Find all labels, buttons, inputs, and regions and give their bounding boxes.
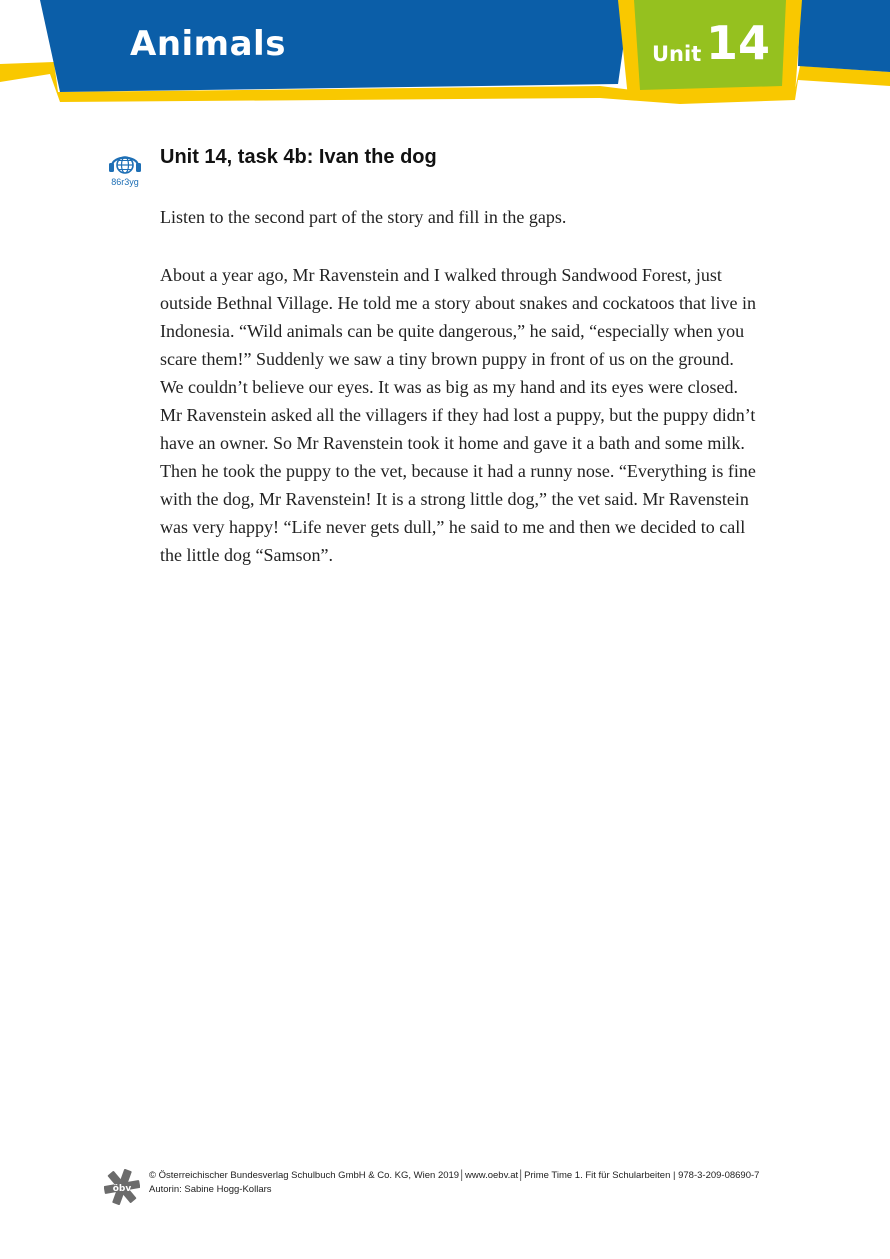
story-line: We couldn’t believe our eyes. It was as big as my hand and its eyes were closed. bbox=[160, 377, 739, 397]
story-line: About a year ago, Mr Ravenstein and I walked through Sandwood Forest, just bbox=[160, 265, 722, 285]
story-line: Mr Ravenstein asked all the villagers if they had lost a puppy, but the puppy didn’t bbox=[160, 405, 756, 425]
footer-author: Autorin: Sabine Hogg-Kollars bbox=[149, 1184, 272, 1195]
story-line: Indonesia. “Wild animals can be quite dangerous,” he said, “especially when you bbox=[160, 321, 745, 341]
story-line: outside Bethnal Village. He told me a story about snakes and cockatoos that live in bbox=[160, 293, 756, 313]
unit-header-banner bbox=[0, 0, 890, 110]
footer-copyright: © Österreichischer Bundesverlag Schulbuch GmbH & Co. KG, Wien 2019│www.oebv.at│Prime Time 1. Fit für Schularbeiten | 978-3-209-08690-7 bbox=[149, 1170, 760, 1181]
task-title: Unit 14, task 4b: Ivan the dog bbox=[160, 146, 437, 168]
story-text bbox=[160, 261, 800, 569]
headphones-globe-icon[interactable] bbox=[106, 148, 144, 176]
unit-label: Unit bbox=[652, 42, 702, 66]
unit-title: Animals bbox=[130, 24, 286, 64]
story-line: was very happy! “Life never gets dull,” he said to me and then we decided to call bbox=[160, 517, 746, 537]
publisher-logo bbox=[104, 1168, 140, 1206]
story-line: scare them!” Suddenly we saw a tiny brown puppy in front of us on the ground. bbox=[160, 349, 734, 369]
audio-code: 86r3yg bbox=[111, 177, 139, 187]
publisher-logo-text: öbv bbox=[112, 1184, 132, 1194]
story-line: Then he took the puppy to the vet, because it had a runny nose. “Everything is fine bbox=[160, 461, 756, 481]
story-line: the little dog “Samson”. bbox=[160, 545, 333, 565]
unit-number: 14 bbox=[706, 16, 771, 70]
task-instruction: Listen to the second part of the story and fill in the gaps. bbox=[160, 207, 567, 227]
story-line: have an owner. So Mr Ravenstein took it home and gave it a bath and some milk. bbox=[160, 433, 745, 453]
story-line: with the dog, Mr Ravenstein! It is a strong little dog,” the vet said. Mr Ravenstein bbox=[160, 489, 749, 509]
